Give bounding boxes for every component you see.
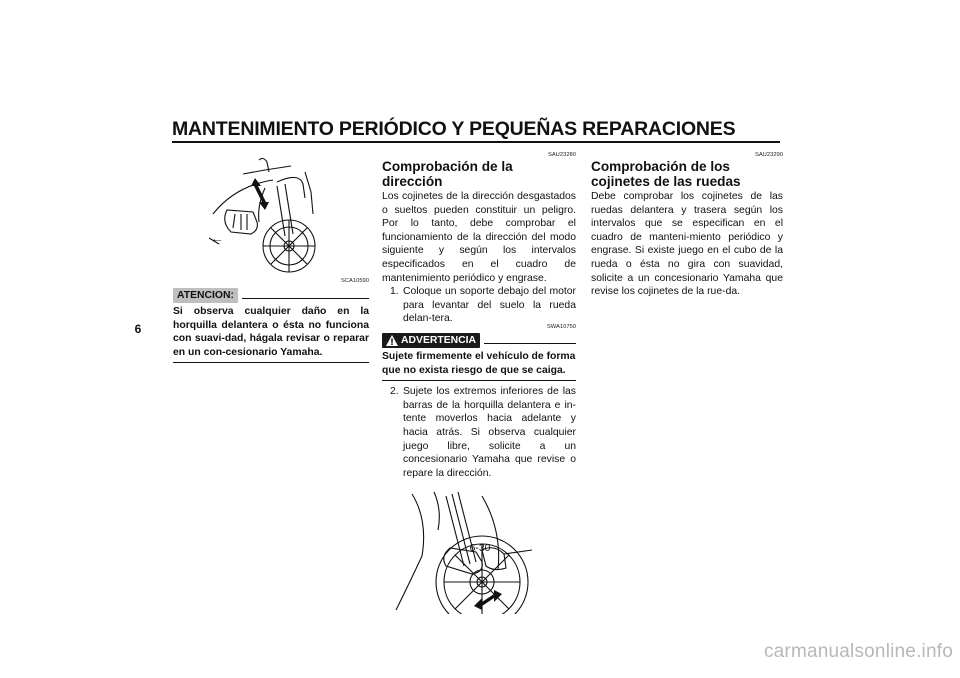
title-rule: [172, 141, 780, 143]
wheel-bearings-section-code: SAU23290: [754, 152, 783, 158]
column-right: [591, 152, 783, 299]
fork-check-illustration: [173, 152, 369, 278]
wheel-bearings-text: Debe comprobar los cojinetes de las ruedas delantera y trasera según los intervalos que se especifican en el cuadro de manteni-miento periódico y engrase. Si existe juego en el cubo de la rueda o ésta no gira con suavidad, solicite a un concesionario Yamaha que revise los cojinetes de la rue-da.: [591, 191, 783, 298]
warning-label: ADVERTENCIA: [401, 334, 477, 346]
warning-rule: [484, 343, 576, 344]
warning-text: Sujete firmemente el vehículo de forma que no exista riesgo de que se caiga.: [382, 348, 576, 381]
warning-triangle-icon: [386, 335, 398, 346]
steering-intro: Los cojinetes de la dirección desgastados o sueltos pueden constituir un peligro. Por lo tanto, debe comprobar el funcionamiento de la dirección del modo siguiente y según los intervalos especificados en el cuadro de mantenimiento periódico y engrase.: [382, 191, 576, 284]
steering-section-title: Comprobación de la dirección: [382, 159, 513, 189]
step-number: 2.: [390, 386, 399, 398]
warning-badge: [382, 333, 480, 348]
step-item: [382, 385, 576, 480]
chapter-tab: 6: [134, 322, 142, 336]
caution-code: SCA10590: [340, 278, 369, 284]
motorcycle-fork-icon: [173, 152, 369, 278]
watermark: carmanualsonline.info: [763, 641, 953, 662]
caution-text: Si observa cualquier daño en la horquilla delantera o ésta no funciona con suavi-dad, hágala revisar o reparar en un con-cesionario Yamaha.: [173, 303, 369, 363]
caution-rule: [242, 298, 369, 299]
warning-heading: [382, 333, 576, 348]
step-number: 1.: [390, 286, 399, 298]
step-text: Sujete los extremos inferiores de las barras de la horquilla delantera e in-tente moverlos hacia adelante y hacia atrás. Si observa cualquier juego libre, solicite a un concesionario Yamaha que revise o repare la dirección.: [403, 386, 576, 479]
svg-text:⟵: ⟵: [213, 238, 222, 244]
caution-badge: ATENCION:: [173, 288, 238, 303]
warning-code: SWA10750: [546, 323, 576, 330]
step-text: Coloque un soporte debajo del motor para levantar del suelo la rueda delan-tera.: [403, 286, 576, 325]
page-title: MANTENIMIENTO PERIÓDICO Y PEQUEÑAS REPARACIONES: [172, 118, 736, 140]
column-left: [173, 152, 369, 363]
caution-heading: [173, 288, 369, 303]
wheel-bearings-section-title: Comprobación de los cojinetes de las ruedas: [591, 159, 741, 189]
step-item: [382, 285, 576, 326]
page-number: 6-30: [469, 543, 491, 554]
steering-section-code: SAU23280: [547, 152, 576, 158]
